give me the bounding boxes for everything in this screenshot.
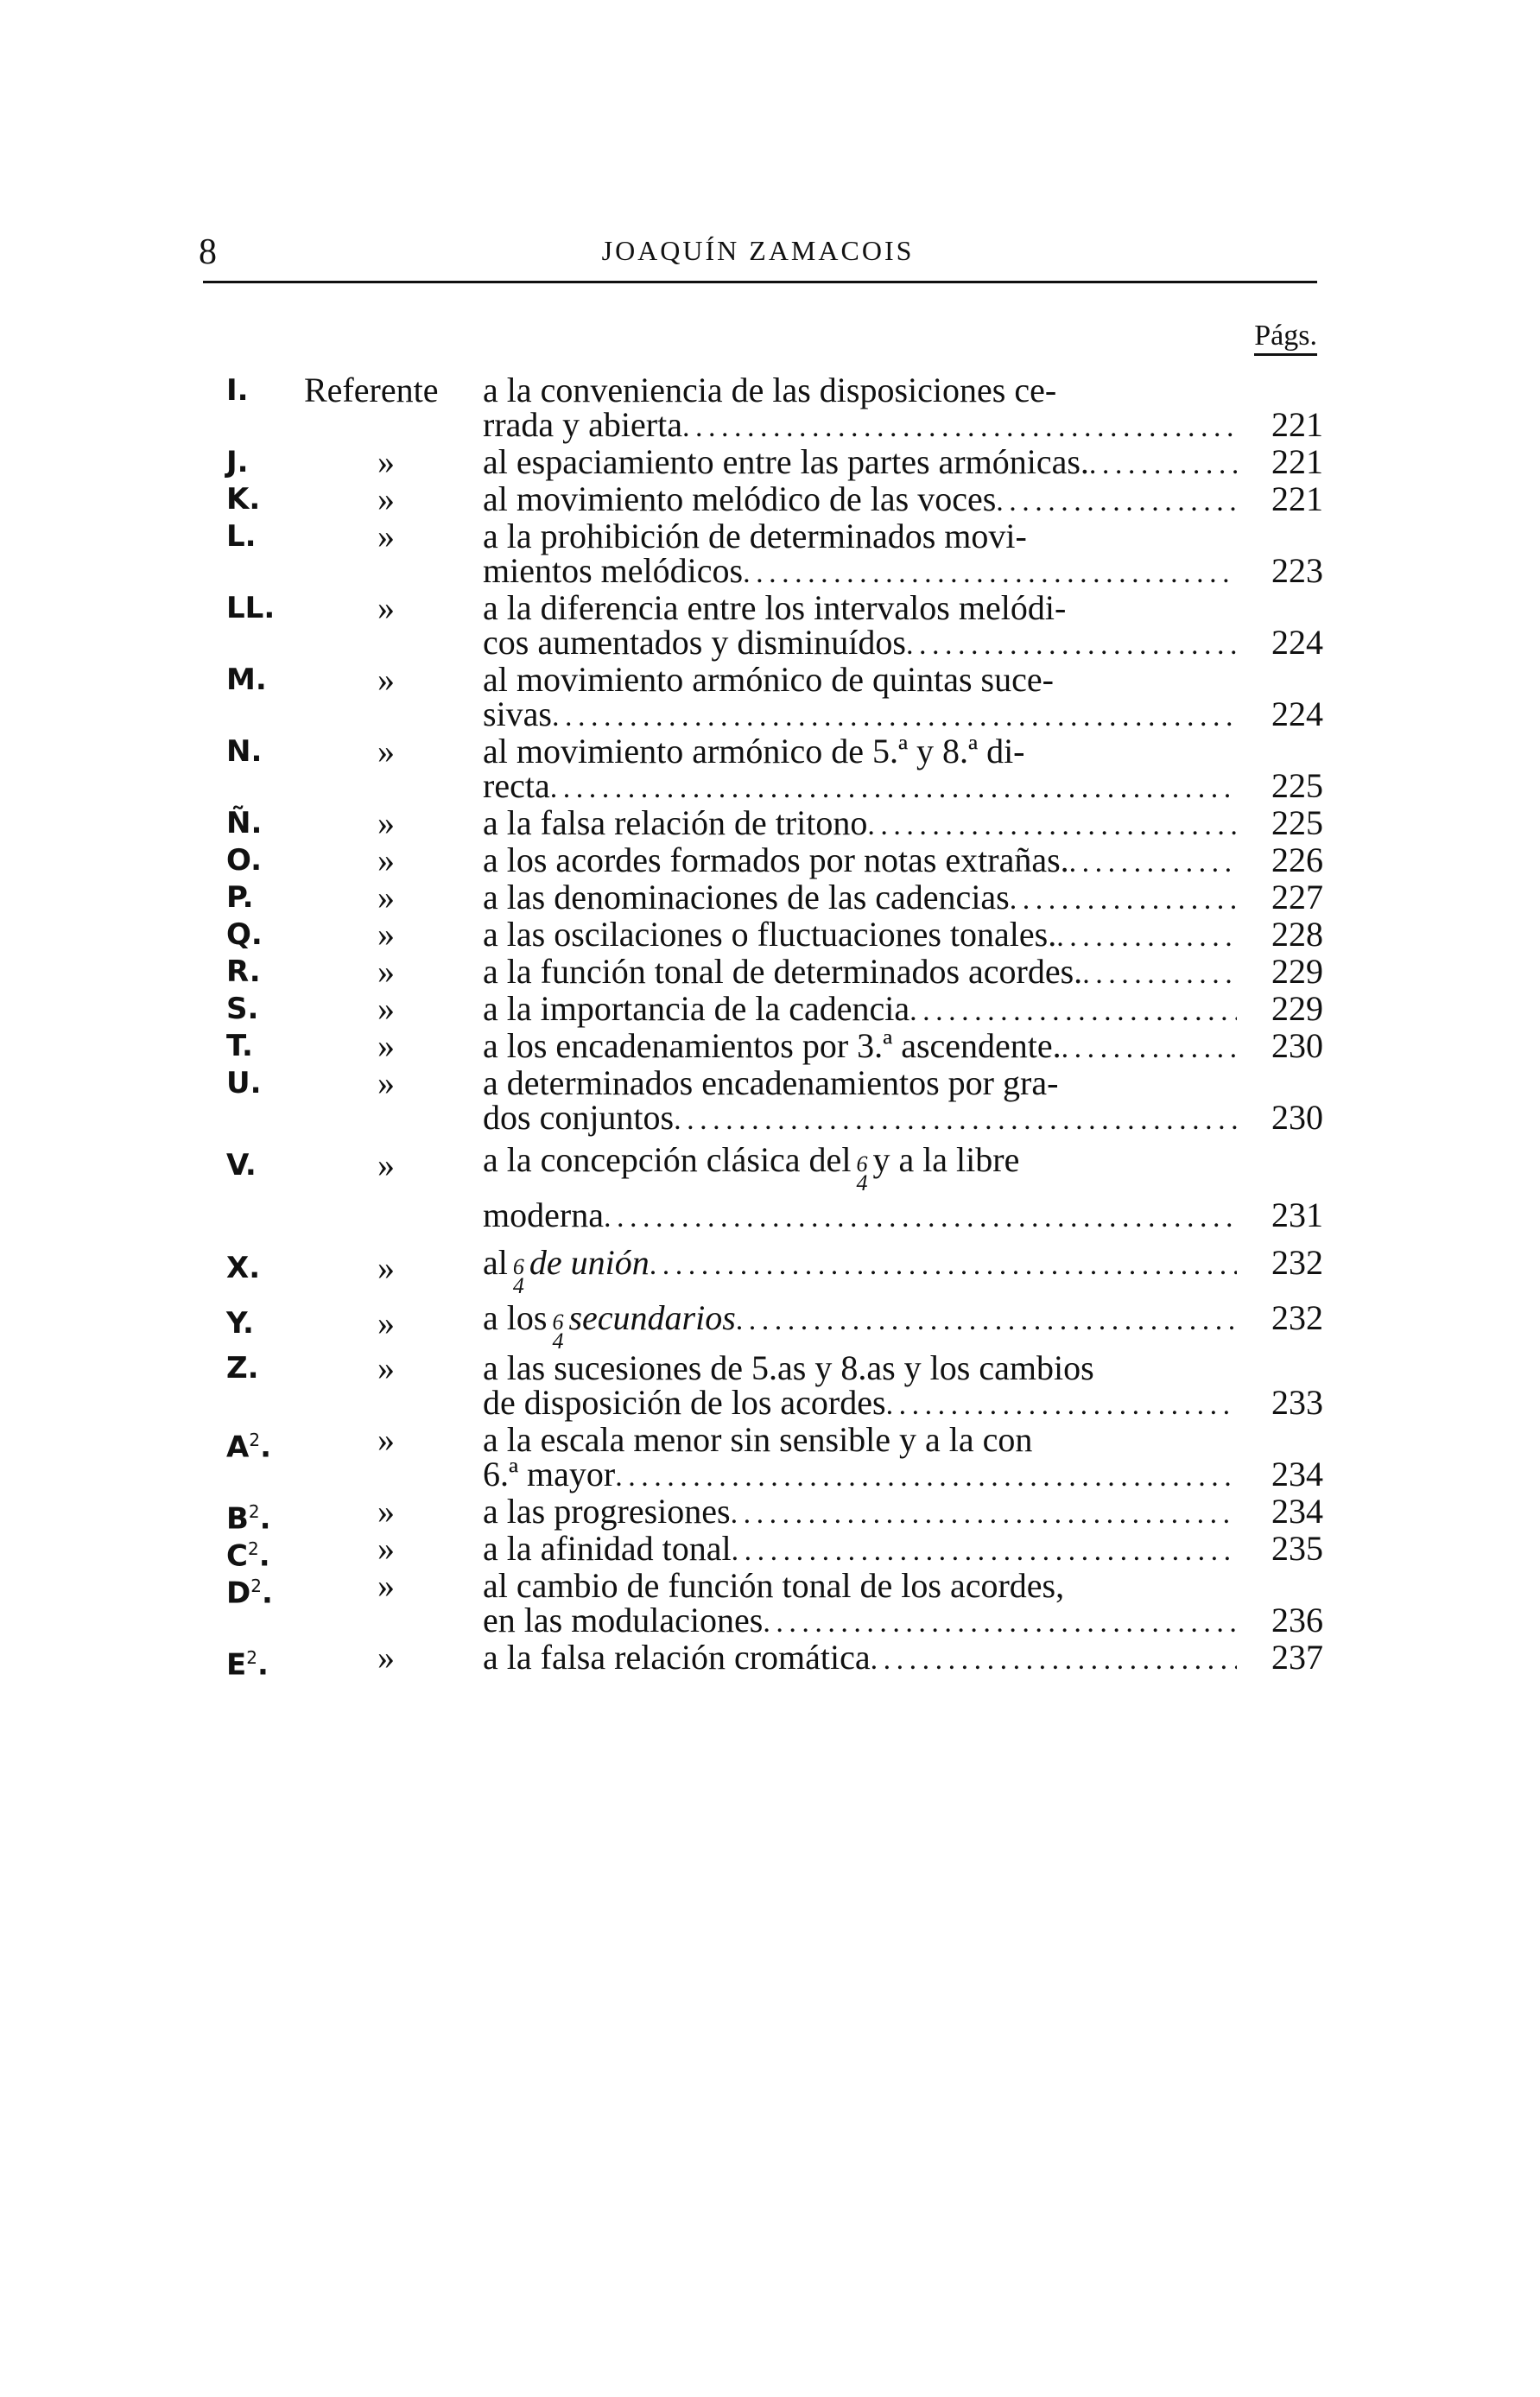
entry-line-text: a determinados encadenamientos por gra- [483,1063,1059,1102]
entry-line [483,766,1323,806]
entry-line [483,1566,1323,1605]
entry-line-text: a la falsa relación de tritono [483,803,868,842]
fraction-top: 6 [552,1309,564,1335]
entry-line [483,880,1323,917]
entry-marker: » [377,442,395,481]
entry-line [483,1640,1323,1677]
entry-letter: X. [226,1251,261,1285]
entry-page: 228 [1271,915,1323,954]
entry-line [483,1494,1323,1531]
entry-text [483,917,1323,954]
entry-line-text: a la prohibición de determinados movi- [483,517,1027,555]
dot-leader [871,1640,1237,1677]
entry-letter: V. [226,1148,257,1183]
entry-letter: L. [226,519,257,554]
entry-text [483,1063,1323,1138]
entry-letter-superscript: 2 [246,1647,257,1668]
entry-page: 232 [1271,1243,1323,1282]
entry-letter: R. [226,954,261,989]
dot-leader [650,1240,1237,1288]
dot-leader [1082,954,1237,992]
entry-text [483,588,1323,663]
toc-entry [226,840,1323,880]
toc-entry [226,1492,1323,1537]
entry-line-text: cos aumentados y disminuídos [483,623,906,662]
entry-letter: Q. [226,917,263,952]
entry-marker: » [377,1026,395,1065]
entry-page: 221 [1271,405,1323,444]
fraction-top: 6 [512,1254,524,1279]
entry-text [483,840,1323,880]
entry-line-text: a los acordes formados por notas extrañas. [483,840,1069,879]
dot-leader [1010,880,1237,917]
dot-leader [736,1296,1237,1343]
entry-page: 234 [1271,1492,1323,1531]
entry-line [483,1193,1323,1240]
entry-page: 237 [1271,1638,1323,1677]
entry-text [483,373,1323,445]
entry-marker: » [377,1529,395,1568]
toc-entry [226,917,1323,954]
entry-line-text: a la afinidad tonal [483,1529,732,1568]
entry-line-text: a las oscilaciones o fluctuaciones tonales. [483,915,1057,954]
entry-line [483,405,1323,445]
entry-page: 231 [1271,1195,1323,1234]
entry-letter: $D^2$. [226,1576,273,1611]
entry-text [483,803,1323,843]
entry-text [483,1420,1323,1494]
entry-page: 230 [1271,1098,1323,1137]
toc-entry [226,660,1323,734]
toc-entry [226,1240,1323,1296]
fraction-top: 6 [856,1151,868,1176]
fraction-bottom: 4 [512,1273,524,1298]
entry-marker: » [377,588,395,627]
toc-entry [226,880,1323,917]
entry-page: 224 [1271,694,1323,733]
entry-line-italic: de unión [529,1243,650,1282]
entry-page: 235 [1271,1529,1323,1568]
table-of-contents [226,371,1323,1683]
dot-leader [1056,917,1237,954]
entry-line [483,1531,1323,1569]
entry-line [483,1603,1323,1640]
entry-line-text: al [483,1243,508,1282]
entry-letter: $A^2$. [226,1430,271,1465]
entry-marker: » [377,517,395,555]
entry-line [483,1383,1323,1423]
fraction-bottom: 4 [856,1170,868,1195]
entry-text [483,519,1323,591]
entry-line-text: a las denominaciones de las cadencias [483,878,1010,916]
entry-text [483,1566,1323,1640]
entry-page: 226 [1271,840,1323,879]
entry-letter: T. [226,1029,253,1063]
entry-letter: N. [226,734,263,769]
entry-line [483,1348,1323,1387]
entry-page: 223 [1271,551,1323,590]
entry-letter: S. [226,992,259,1026]
entry-text [483,954,1323,992]
entry-line-text: a la diferencia entre los intervalos melódi- [483,588,1067,627]
entry-line-text: a la concepción clásica del [483,1140,852,1179]
entry-marker: » [377,1248,395,1287]
entry-line-text: a la función tonal de determinados acordes. [483,952,1083,991]
entry-letter: Z. [226,1351,259,1386]
entry-line-text: al movimiento armónico de quintas suce- [483,660,1054,699]
entry-line-text: a la importancia de la cadencia [483,989,910,1028]
entry-line [483,694,1323,734]
entry-page: 230 [1271,1026,1323,1065]
entry-line-text: mientos melódicos [483,551,744,590]
entry-line-text: al espaciamiento entre las partes armónicas. [483,442,1089,481]
entry-text [483,479,1323,519]
entry-marker: » [377,1348,395,1387]
dot-leader [886,1386,1237,1423]
entry-line [483,1026,1323,1066]
fraction-six-four [552,1309,564,1354]
entry-line-text: al movimiento melódico de las voces [483,479,997,518]
dot-leader [732,1531,1237,1569]
entry-line-text: a la escala menor sin sensible y a la con [483,1420,1033,1459]
entry-marker: » [377,732,395,770]
toc-entry [226,1063,1323,1138]
entry-letter: Ñ. [226,806,263,840]
entry-line [483,551,1323,591]
entry-line [483,373,1323,408]
entry-marker: » [377,660,395,699]
entry-line-text: en las modulaciones [483,1601,764,1639]
entry-line [483,588,1323,627]
toc-entry [226,1138,1323,1240]
entry-line [483,479,1323,519]
entry-line [483,1240,1323,1296]
entry-marker: » [377,1420,395,1459]
entry-line-text: rrada y abierta [483,405,682,444]
dot-leader [682,408,1237,445]
dot-leader [996,482,1237,519]
dot-leader [731,1494,1237,1531]
entry-letter-superscript: 2 [247,1538,259,1559]
entry-text [483,1531,1323,1569]
toc-entry [226,373,1323,445]
dot-leader [743,554,1237,591]
entry-marker: » [377,878,395,916]
entry-letter-superscript: 2 [248,1501,260,1522]
entry-page: 227 [1271,878,1323,916]
entry-line-text: a los encadenamientos por 3.ª ascendente. [483,1026,1062,1065]
entry-text [483,1138,1323,1240]
entry-letter: $B^2$. [226,1501,271,1537]
entry-marker: » [377,803,395,842]
dot-leader [1069,843,1237,880]
entry-line-text: a los [483,1298,548,1337]
dot-leader [604,1193,1237,1240]
entry-marker: » [377,1638,395,1677]
entry-marker: » [377,1145,395,1184]
entry-line-text: a las sucesiones de 5.as y 8.as y los cambios [483,1348,1094,1387]
entry-page: 229 [1271,952,1323,991]
entry-line [483,840,1323,880]
entry-line [483,1296,1323,1354]
entry-line [483,1420,1323,1459]
dot-leader [615,1457,1237,1494]
entry-line-text: recta [483,766,550,805]
entry-page: 236 [1271,1601,1323,1639]
entry-text [483,1640,1323,1677]
entry-text [483,1240,1323,1296]
entry-marker: » [377,1303,395,1342]
entry-line [483,442,1323,482]
entry-line-text: a la conveniencia de las disposiciones ce- [483,371,1057,409]
dot-leader [1062,1029,1237,1066]
entry-line [483,1457,1323,1494]
entry-line-text: al movimiento armónico de 5.ª y 8.ª di- [483,732,1025,770]
entry-line-text: al cambio de función tonal de los acordes, [483,1566,1065,1605]
entry-page: 234 [1271,1455,1323,1493]
entry-letter: P. [226,880,254,915]
entry-letter-superscript: 2 [250,1576,262,1596]
entry-line [483,734,1323,769]
toc-entry [226,989,1323,1029]
entry-text [483,734,1323,806]
toc-entry [226,479,1323,519]
entry-letter: M. [226,663,267,697]
toc-entry [226,519,1323,591]
toc-entry [226,1566,1323,1640]
entry-line-text: sivas [483,694,552,733]
entry-line [483,1063,1323,1102]
entry-page: 225 [1271,766,1323,805]
entry-text [483,660,1323,734]
dot-leader [763,1603,1237,1640]
dot-leader [1089,445,1237,482]
entry-text [483,880,1323,917]
dot-leader [909,992,1237,1029]
entry-line-text: dos conjuntos [483,1098,675,1137]
toc-entry [226,1026,1323,1066]
toc-entry [226,1296,1323,1354]
entry-line-text: de disposición de los acordes [483,1383,886,1422]
entry-line-text: 6.ª mayor [483,1455,616,1493]
entry-letter: LL. [226,591,276,625]
entry-line [483,989,1323,1029]
entry-text [483,1296,1323,1354]
dot-leader [674,1100,1237,1138]
toc-entry [226,1348,1323,1423]
entry-page: 221 [1271,479,1323,518]
entry-line-text: y a la libre [872,1140,1020,1179]
fraction-bottom: 4 [552,1328,564,1354]
entry-letter: I. [226,373,249,408]
page-number: 8 [199,232,217,272]
pages-column-label: Págs. [1222,320,1317,352]
entry-line [483,803,1323,843]
fraction-six-four [512,1254,524,1298]
dot-leader [906,625,1237,663]
entry-line [483,625,1323,663]
toc-entry [226,1529,1323,1574]
entry-marker: » [377,989,395,1028]
entry-letter: J. [226,445,249,479]
entry-marker: » [377,479,395,518]
entry-marker: » [377,840,395,879]
entry-line [483,917,1323,954]
dot-leader [552,697,1237,734]
entry-text [483,1494,1323,1531]
entry-letter: $C^2$. [226,1538,270,1574]
entry-marker: Referente [304,371,439,409]
entry-line [483,1138,1323,1193]
header-rule [203,281,1317,283]
entry-text [483,1026,1323,1066]
entry-page: 221 [1271,442,1323,481]
entry-letter: $E^2$. [226,1647,269,1683]
entry-letter: O. [226,843,263,878]
fraction-six-four [856,1151,868,1195]
toc-entry [226,1420,1323,1494]
entry-page: 225 [1271,803,1323,842]
entry-letter-superscript: 2 [249,1430,261,1450]
entry-marker: » [377,1566,395,1605]
entry-text [483,442,1323,482]
dot-leader [867,806,1237,843]
toc-entry [226,954,1323,992]
toc-entry [226,803,1323,843]
entry-line [483,1100,1323,1138]
entry-line-text: moderna [483,1195,604,1234]
entry-letter: K. [226,482,261,517]
toc-entry [226,1638,1323,1683]
entry-line [483,954,1323,992]
toc-entry [226,734,1323,806]
entry-line-italic: secundarios [568,1298,736,1337]
entry-line [483,660,1323,699]
dot-leader [550,769,1237,806]
entry-text [483,1348,1323,1423]
entry-marker: » [377,1492,395,1531]
running-title: JOAQUÍN ZAMACOIS [601,235,915,266]
entry-page: 232 [1271,1298,1323,1337]
toc-entry [226,588,1323,663]
entry-line [483,519,1323,554]
entry-page: 224 [1271,623,1323,662]
entry-line-text: a las progresiones [483,1492,731,1531]
entry-letter: Y. [226,1306,254,1341]
page-header [199,231,1317,283]
entry-page: 229 [1271,989,1323,1028]
entry-marker: » [377,915,395,954]
entry-page: 233 [1271,1383,1323,1422]
entry-letter: U. [226,1066,262,1100]
entry-marker: » [377,952,395,991]
entry-line-text: a la falsa relación cromática [483,1638,871,1677]
entry-marker: » [377,1063,395,1102]
entry-text [483,989,1323,1029]
toc-entry [226,442,1323,482]
